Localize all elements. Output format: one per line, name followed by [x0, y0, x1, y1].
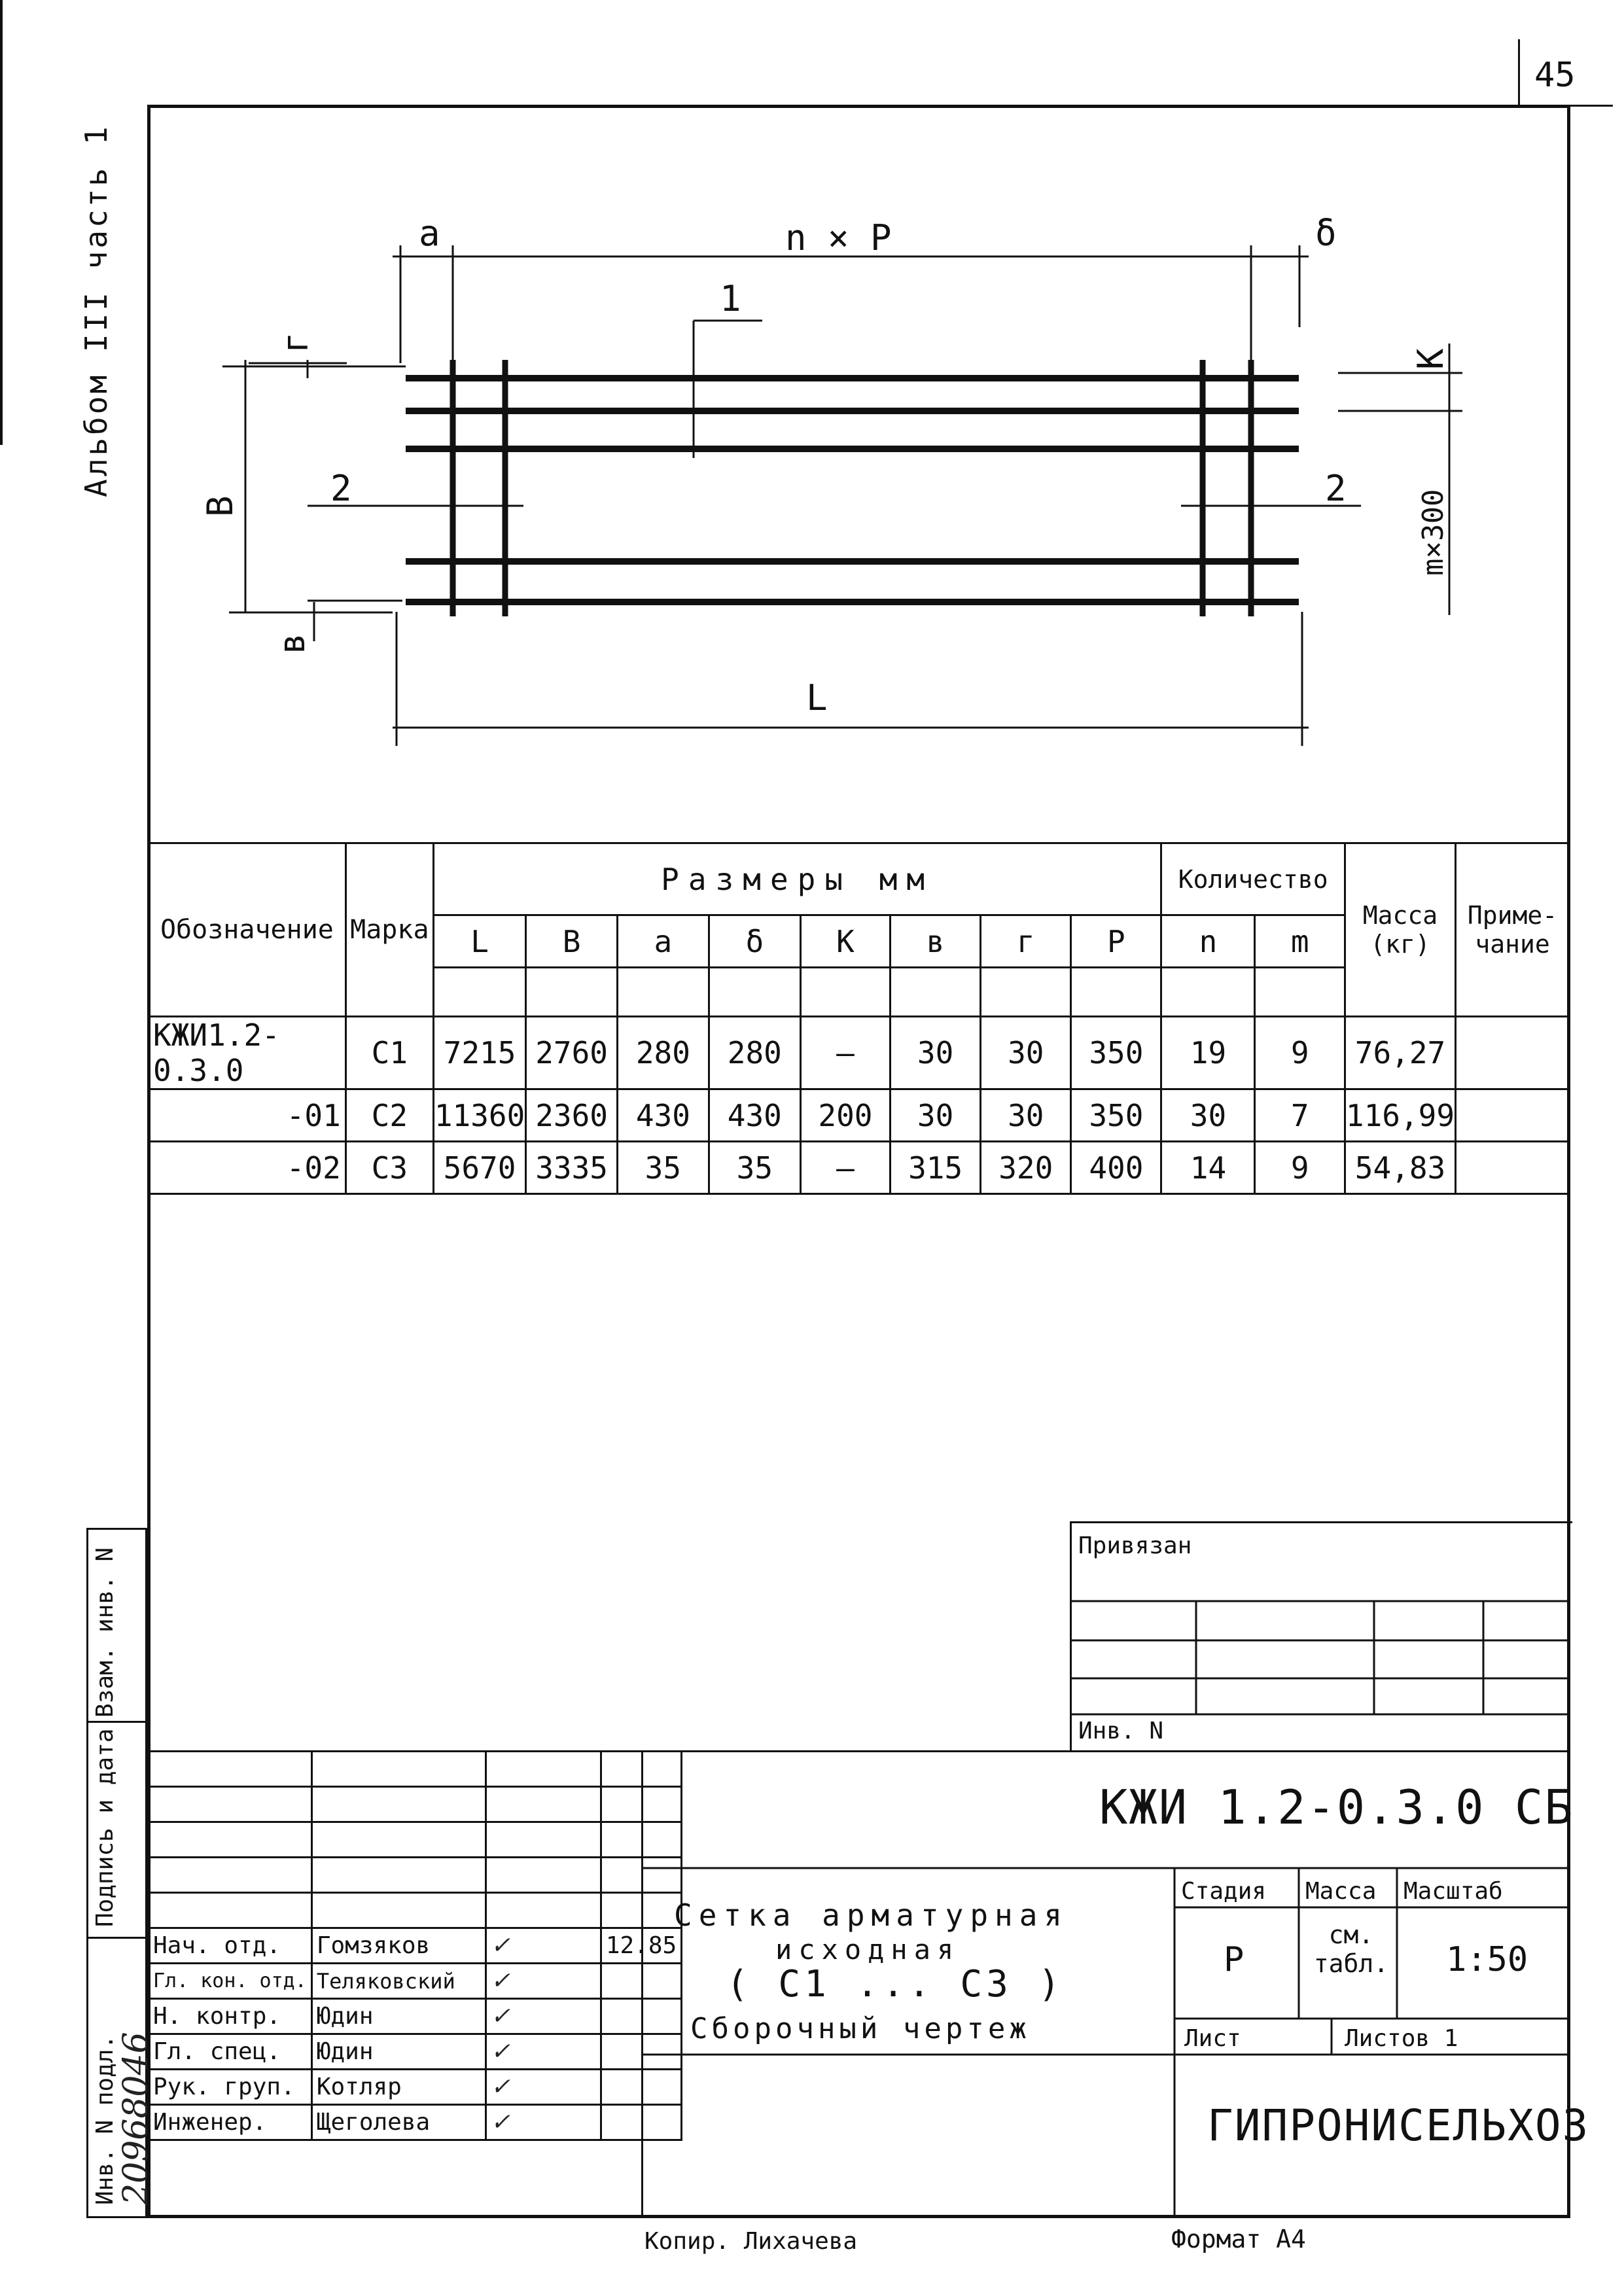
sub-header: δ — [709, 915, 800, 968]
staff-role: Гл. спец. — [149, 2034, 312, 2070]
dim-a: a — [419, 213, 440, 254]
inv-podl-label: Инв. N подл. — [92, 2034, 118, 2205]
cell-n: 14 — [1161, 1142, 1255, 1194]
cell-a: 280 — [617, 1017, 709, 1089]
cell-designation: -01 — [149, 1089, 346, 1142]
cell-b: 35 — [709, 1142, 800, 1194]
inv-number: 20968046 — [116, 2032, 156, 2205]
staff-signature: ✓ — [485, 2070, 601, 2105]
dim-L: L — [806, 677, 828, 718]
staff-name: Теляковский — [311, 1964, 485, 1999]
cell-L: 7215 — [433, 1017, 525, 1089]
staff-name: Гомзяков — [311, 1928, 485, 1964]
staff-signature: ✓ — [485, 1964, 601, 1999]
organization-name: ГИПРОНИСЕЛЬХОЗ — [1207, 2100, 1590, 2151]
staff-row — [149, 2105, 682, 2140]
sub-header: a — [617, 915, 709, 968]
cell-g: 30 — [981, 1089, 1071, 1142]
staff-role: Н. контр. — [149, 1999, 312, 2034]
col-qty: Количество — [1161, 843, 1345, 915]
cell-B: 2760 — [526, 1017, 618, 1089]
staff-date: 12.85 — [601, 1928, 681, 1964]
col-mass: Масса (кг) — [1345, 843, 1455, 1017]
sub-header: г — [981, 915, 1071, 968]
sheet-label: Лист — [1184, 2025, 1241, 2052]
staff-name: Котляр — [311, 2070, 485, 2105]
cell-a: 35 — [617, 1142, 709, 1194]
cell-v: 315 — [891, 1142, 981, 1194]
staff-signature: ✓ — [485, 1999, 601, 2034]
cell-L: 5670 — [433, 1142, 525, 1194]
cell-P: 350 — [1071, 1089, 1161, 1142]
staff-row — [149, 2034, 682, 2070]
sub-header: n — [1161, 915, 1255, 968]
staff-signature: ✓ — [485, 1928, 601, 1964]
staff-row — [149, 1999, 682, 2034]
dim-v: в — [272, 633, 313, 654]
cell-m: 9 — [1255, 1142, 1345, 1194]
cell-mark: С1 — [345, 1017, 433, 1089]
cell-v: 30 — [891, 1017, 981, 1089]
cell-m: 9 — [1255, 1017, 1345, 1089]
callout-1: 1 — [720, 278, 741, 319]
staff-name: Юдин — [311, 2034, 485, 2070]
staff-role: Рук. груп. — [149, 2070, 312, 2105]
cell-n: 19 — [1161, 1017, 1255, 1089]
dim-n-p: n × P — [785, 217, 892, 258]
cell-v: 30 — [891, 1089, 981, 1142]
staff-row — [149, 1928, 682, 1964]
cell-B: 2360 — [526, 1089, 618, 1142]
staff-role: Инженер. — [149, 2105, 312, 2140]
sub-header: В — [526, 915, 618, 968]
vzam-inv-label: Взам. инв. N — [92, 1547, 118, 1718]
title-line-3: ( С1 ... С3 ) — [726, 1963, 1065, 2005]
side-stamp-divider — [86, 1721, 147, 1723]
page-number: 45 — [1534, 56, 1576, 95]
staff-name: Юдин — [311, 1999, 485, 2034]
sub-header: P — [1071, 915, 1161, 968]
stage-label: Стадия — [1181, 1878, 1267, 1905]
dim-k: К — [1410, 348, 1451, 370]
cell-mark: С2 — [345, 1089, 433, 1142]
cell-K: — — [800, 1142, 890, 1194]
privyazan-label: Привязан — [1078, 1532, 1192, 1559]
dim-m300: m×300 — [1417, 489, 1450, 576]
col-sizes: Размеры мм — [433, 843, 1161, 915]
cell-n: 30 — [1161, 1089, 1255, 1142]
table-row — [149, 1089, 1570, 1142]
staff-signature: ✓ — [485, 2105, 601, 2140]
cell-mass: 76,27 — [1345, 1017, 1455, 1089]
cell-P: 350 — [1071, 1017, 1161, 1089]
staff-role: Гл. кон. отд. — [149, 1964, 312, 1999]
album-label: Альбом III часть 1 — [79, 124, 114, 497]
privyazan-grid — [1070, 1521, 1570, 1750]
col-note: Приме- чание — [1456, 843, 1570, 1017]
cell-note — [1456, 1017, 1570, 1089]
side-stamp-divider — [86, 1937, 147, 1939]
table-row — [149, 1142, 1570, 1194]
mass-label: Масса — [1305, 1878, 1377, 1905]
staff-signature: ✓ — [485, 2034, 601, 2070]
sheets-label: Листов 1 — [1345, 2025, 1458, 2052]
title-line-4: Сборочный чертеж — [690, 2012, 1031, 2045]
table-row — [149, 1017, 1570, 1089]
stage-value: Р — [1224, 1940, 1244, 1979]
cell-designation: -02 — [149, 1142, 346, 1194]
sub-header: К — [800, 915, 890, 968]
doc-code: КЖИ 1.2-0.3.0 СБ — [1099, 1780, 1574, 1835]
cell-B: 3335 — [526, 1142, 618, 1194]
title-line-1: Сетка арматурная — [674, 1898, 1069, 1933]
staff-table — [147, 1750, 682, 2141]
cell-mass: 54,83 — [1345, 1142, 1455, 1194]
sub-header: m — [1255, 915, 1345, 968]
sub-header: L — [433, 915, 525, 968]
format-label: Формат А4 — [1171, 2225, 1306, 2253]
cell-P: 400 — [1071, 1142, 1161, 1194]
copier-label: Копир. Лихачева — [644, 2228, 858, 2255]
mass-value: см. табл. — [1313, 1920, 1389, 1978]
callout-2-left: 2 — [330, 468, 352, 509]
cell-a: 430 — [617, 1089, 709, 1142]
sub-header: в — [891, 915, 981, 968]
col-mark: Марка — [345, 843, 433, 1017]
cell-K: — — [800, 1017, 890, 1089]
cell-note — [1456, 1089, 1570, 1142]
mesh-drawing — [0, 0, 1624, 844]
scale-value: 1:50 — [1446, 1940, 1528, 1979]
podpis-data-label: Подпись и дата — [92, 1728, 118, 1927]
staff-role: Нач. отд. — [149, 1928, 312, 1964]
callout-2-right: 2 — [1325, 468, 1347, 509]
cell-m: 7 — [1255, 1089, 1345, 1142]
cell-g: 30 — [981, 1017, 1071, 1089]
cell-b: 430 — [709, 1089, 800, 1142]
staff-row — [149, 2070, 682, 2105]
title-line-2: исходная — [775, 1934, 961, 1966]
scale-label: Масштаб — [1403, 1878, 1503, 1905]
cell-b: 280 — [709, 1017, 800, 1089]
dim-g: г — [275, 332, 316, 353]
col-designation: Обозначение — [149, 843, 346, 1017]
cell-L: 11360 — [433, 1089, 525, 1142]
cell-mark: С3 — [345, 1142, 433, 1194]
dim-delta: δ — [1315, 213, 1337, 254]
cell-g: 320 — [981, 1142, 1071, 1194]
cell-K: 200 — [800, 1089, 890, 1142]
cell-designation: КЖИ1.2-0.3.0 — [149, 1017, 346, 1089]
staff-row — [149, 1964, 682, 1999]
privyazan-inv-label: Инв. N — [1078, 1718, 1164, 1744]
dim-B: В — [200, 495, 241, 517]
staff-name: Щеголева — [311, 2105, 485, 2140]
specification-table — [147, 842, 1570, 1195]
cell-note — [1456, 1142, 1570, 1194]
cell-mass: 116,99 — [1345, 1089, 1455, 1142]
